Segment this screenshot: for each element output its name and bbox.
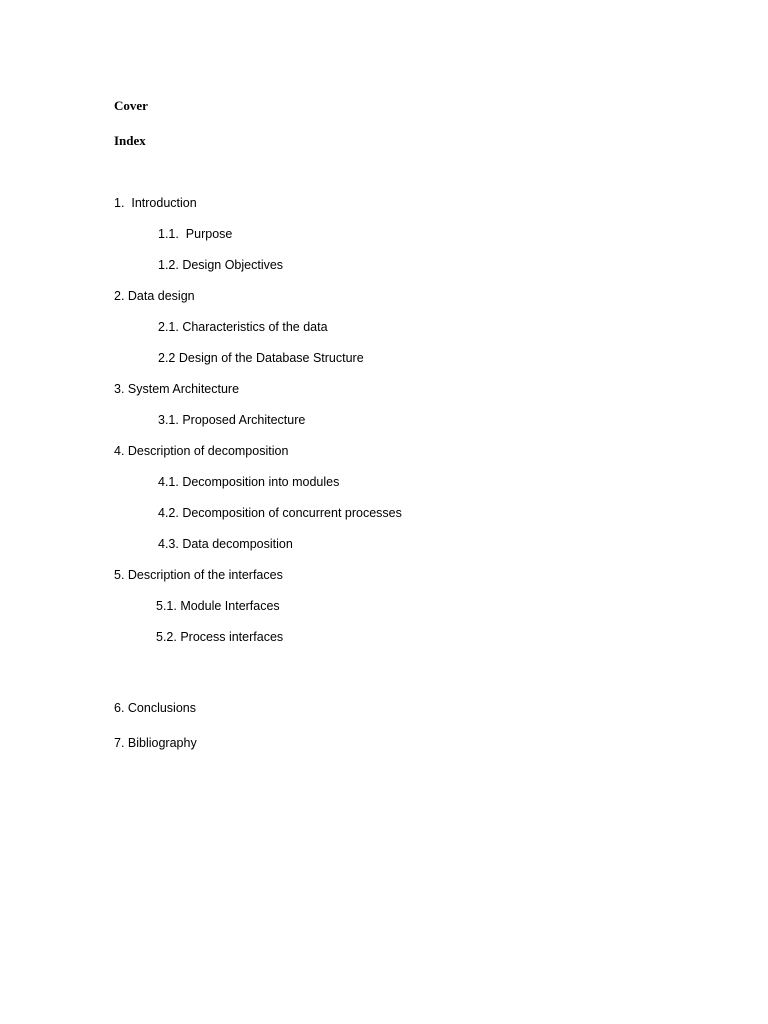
toc-item-system-architecture: 3. System Architecture [114, 382, 240, 396]
toc-item-description-of-decomposition: 4. Description of decomposition [114, 444, 289, 458]
toc-item-bibliography: 7. Bibliography [114, 736, 197, 750]
toc-subitem-characteristics-of-data: 2.1. Characteristics of the data [158, 320, 328, 334]
toc-subitem-purpose: 1.1. Purpose [158, 227, 233, 241]
index-heading: Index [114, 133, 146, 148]
toc-subitem-data-decomposition: 4.3. Data decomposition [158, 537, 293, 551]
toc-item-conclusions: 6. Conclusions [114, 701, 196, 715]
toc-item-description-of-interfaces: 5. Description of the interfaces [114, 568, 283, 582]
toc-subitem-module-interfaces: 5.1. Module Interfaces [156, 599, 280, 613]
toc-item-introduction: 1. Introduction [114, 196, 197, 210]
toc-subitem-concurrent-processes: 4.2. Decomposition of concurrent processes [158, 506, 402, 520]
cover-heading: Cover [114, 98, 148, 113]
toc-item-data-design: 2. Data design [114, 289, 195, 303]
toc-subitem-proposed-architecture: 3.1. Proposed Architecture [158, 413, 306, 427]
toc-subitem-process-interfaces: 5.2. Process interfaces [156, 630, 284, 644]
toc-subitem-design-objectives: 1.2. Design Objectives [158, 258, 284, 272]
toc-subitem-decomposition-into-modules: 4.1. Decomposition into modules [158, 475, 340, 489]
toc-subitem-database-structure: 2.2 Design of the Database Structure [158, 351, 364, 365]
